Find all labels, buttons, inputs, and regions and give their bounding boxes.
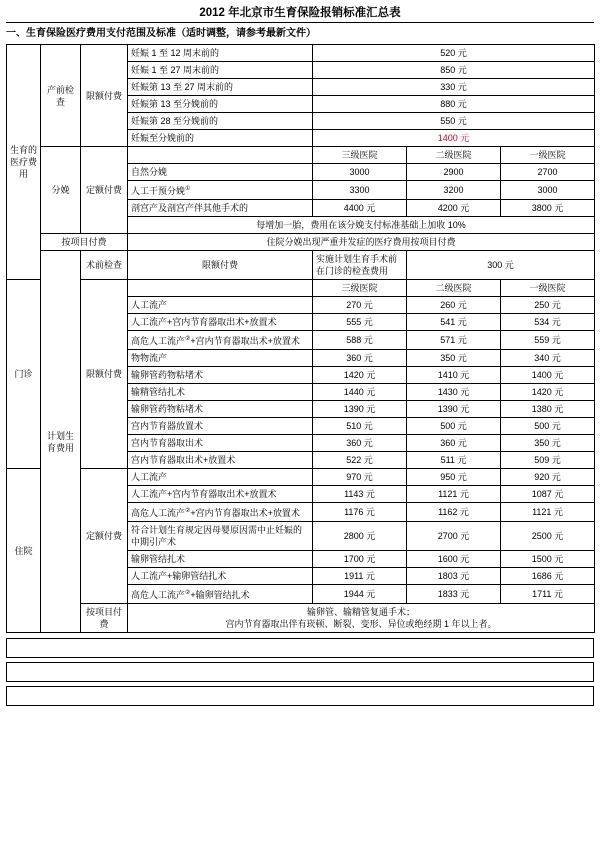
inpatient-v3-3: 2800 元	[313, 522, 407, 551]
prenatal-amount-1: 850 元	[313, 62, 595, 79]
delivery-item-1-text: 人工干预分娩	[131, 186, 186, 196]
delivery-v2-2: 4200 元	[407, 200, 501, 217]
outpatient-v3-6: 1390 元	[313, 401, 407, 418]
prenatal-item-5: 妊娠至分娩前的	[128, 130, 313, 147]
outpatient-v2-9: 511 元	[407, 452, 501, 469]
inpatient-v1-2: 1121 元	[501, 503, 595, 522]
inpatient-v3-4: 1700 元	[313, 551, 407, 568]
bottom-box-2	[6, 686, 594, 706]
row-label-family-planning: 计划生育费用	[41, 251, 81, 633]
prenatal-amount-4: 550 元	[313, 113, 595, 130]
section-note: 一、生育保险医疗费用支付范围及标准（适时调整，请参考最新文件）	[6, 28, 316, 39]
outpatient-v3-8: 360 元	[313, 435, 407, 452]
outpatient-v2-4: 1410 元	[407, 367, 501, 384]
outpatient-item-9: 宫内节育器取出术+放置术	[128, 452, 313, 469]
inpatient-item-5: 人工流产+输卵管结扎术	[128, 568, 313, 585]
footnote-marker-2: ②	[185, 336, 191, 342]
prenatal-item-0: 妊娠 1 至 12 周末前的	[128, 45, 313, 62]
table-row	[7, 604, 595, 633]
outpatient-v2-7: 500 元	[407, 418, 501, 435]
inpatient-v2-5: 1803 元	[407, 568, 501, 585]
row-label-inpatient: 住院	[7, 469, 41, 633]
delivery-v2-0: 2900	[407, 164, 501, 181]
inpatient-v1-3: 2500 元	[501, 522, 595, 551]
hospital-level-2-outpatient: 二级医院	[407, 280, 501, 297]
outpatient-v3-9: 522 元	[313, 452, 407, 469]
delivery-item-1	[128, 181, 313, 200]
delivery-v1-1: 3000	[501, 181, 595, 200]
outpatient-v1-1: 534 元	[501, 314, 595, 331]
prenatal-item-1: 妊娠 1 至 27 周末前的	[128, 62, 313, 79]
inpatient-v2-4: 1600 元	[407, 551, 501, 568]
delivery-note-1: 住院分娩出现严重并发症的医疗费用按项目付费	[128, 234, 595, 251]
outpatient-v3-4: 1420 元	[313, 367, 407, 384]
inpatient-item-6-head: 高危人工流产	[131, 590, 186, 600]
inpatient-v2-3: 2700 元	[407, 522, 501, 551]
outpatient-v1-6: 1380 元	[501, 401, 595, 418]
outpatient-v2-3: 350 元	[407, 350, 501, 367]
outpatient-v2-5: 1430 元	[407, 384, 501, 401]
inpatient-item-4: 输卵管结扎术	[128, 551, 313, 568]
prenatal-amount-3: 880 元	[313, 96, 595, 113]
outpatient-item-2	[128, 331, 313, 350]
row-label-preop-exam: 术前检查	[81, 251, 128, 280]
inpatient-v3-5: 1911 元	[313, 568, 407, 585]
inpatient-v1-0: 920 元	[501, 469, 595, 486]
inpatient-v2-1: 1121 元	[407, 486, 501, 503]
hospital-level-2-delivery: 二级医院	[407, 147, 501, 164]
delivery-v2-1: 3200	[407, 181, 501, 200]
inpatient-v1-1: 1087 元	[501, 486, 595, 503]
reimbursement-table	[6, 44, 595, 633]
row-label-delivery: 分娩	[41, 147, 81, 234]
footnote-marker-1: ①	[185, 186, 191, 192]
inpatient-v3-0: 970 元	[313, 469, 407, 486]
inpatient-per-item-note	[128, 604, 595, 633]
outpatient-item-0: 人工流产	[128, 297, 313, 314]
outpatient-v2-6: 1390 元	[407, 401, 501, 418]
outpatient-item-2-tail: +宫内节育器取出术+放置术	[190, 336, 300, 346]
hospital-level-1-delivery: 一级医院	[501, 147, 595, 164]
preop-item: 实施计划生育手术前在门诊的检查费用	[313, 251, 407, 280]
table-row	[7, 251, 595, 280]
outpatient-item-2-head: 高危人工流产	[131, 336, 186, 346]
prenatal-amount-0: 520 元	[313, 45, 595, 62]
inpatient-item-2	[128, 503, 313, 522]
inpatient-item-2-tail: +宫内节育器取出术+放置术	[190, 508, 300, 518]
inpatient-per-item-note-line1: 输卵管、输精管复通手术；	[307, 607, 416, 617]
row-label-outpatient: 门诊	[7, 280, 41, 469]
outpatient-item-8: 宫内节育器取出术	[128, 435, 313, 452]
inpatient-v2-6: 1833 元	[407, 585, 501, 604]
outpatient-v3-1: 555 元	[313, 314, 407, 331]
row-label-fixed-payment-delivery: 定额付费	[81, 147, 128, 234]
outpatient-v3-0: 270 元	[313, 297, 407, 314]
inpatient-v3-1: 1143 元	[313, 486, 407, 503]
bottom-box-0	[6, 638, 594, 658]
table-row	[7, 234, 595, 251]
outpatient-item-5: 输精管结扎术	[128, 384, 313, 401]
delivery-header-blank	[128, 147, 313, 164]
outpatient-item-6: 输卵管药物粘堵术	[128, 401, 313, 418]
outpatient-v1-5: 1420 元	[501, 384, 595, 401]
delivery-note-0: 每增加一胎，费用在该分娩支付标准基础上加收 10%	[128, 217, 595, 234]
outpatient-v3-7: 510 元	[313, 418, 407, 435]
outpatient-v3-5: 1440 元	[313, 384, 407, 401]
outpatient-v2-0: 260 元	[407, 297, 501, 314]
preop-amount: 300 元	[407, 251, 595, 280]
outpatient-v1-9: 509 元	[501, 452, 595, 469]
outpatient-item-4: 输卵管药物粘堵术	[128, 367, 313, 384]
outpatient-v2-2: 571 元	[407, 331, 501, 350]
bottom-box-1	[6, 662, 594, 682]
table-row	[7, 147, 595, 164]
footnote-marker-2: ②	[185, 508, 191, 514]
outpatient-item-3: 物物流产	[128, 350, 313, 367]
inpatient-item-6-tail: +输卵管结扎术	[190, 590, 250, 600]
inpatient-v3-6: 1944 元	[313, 585, 407, 604]
inpatient-item-2-head: 高危人工流产	[131, 508, 186, 518]
footnote-marker-2: ②	[185, 590, 191, 596]
prenatal-item-4: 妊娠第 28 至分娩前的	[128, 113, 313, 130]
hospital-level-3-outpatient: 三级医院	[313, 280, 407, 297]
delivery-item-0: 自然分娩	[128, 164, 313, 181]
bottom-boxes	[6, 638, 594, 706]
delivery-v3-1: 3300	[313, 181, 407, 200]
inpatient-v2-0: 950 元	[407, 469, 501, 486]
inpatient-v1-6: 1711 元	[501, 585, 595, 604]
outpatient-v3-3: 360 元	[313, 350, 407, 367]
row-label-per-item-payment-inpatient: 按项目付费	[81, 604, 128, 633]
row-label-limit-payment-prenatal: 限额付费	[81, 45, 128, 147]
delivery-v3-2: 4400 元	[313, 200, 407, 217]
delivery-v1-0: 2700	[501, 164, 595, 181]
outpatient-v2-8: 360 元	[407, 435, 501, 452]
row-label-limit-payment-outpatient: 限额付费	[81, 280, 128, 469]
prenatal-amount-2: 330 元	[313, 79, 595, 96]
hospital-level-3-delivery: 三级医院	[313, 147, 407, 164]
inpatient-item-0: 人工流产	[128, 469, 313, 486]
row-label-maternity-medical: 生育的医疗费用	[7, 45, 41, 280]
inpatient-v1-4: 1500 元	[501, 551, 595, 568]
table-row	[7, 469, 595, 486]
delivery-item-2: 剖宫产及剖宫产伴其他手术的	[128, 200, 313, 217]
outpatient-item-1: 人工流产+宫内节育器取出术+放置术	[128, 314, 313, 331]
outpatient-v3-2: 588 元	[313, 331, 407, 350]
inpatient-item-6	[128, 585, 313, 604]
inpatient-item-1: 人工流产+宫内节育器取出术+放置术	[128, 486, 313, 503]
inpatient-per-item-note-line2: 宫内节育器取出伴有崁顿、断裂、变形、异位或绝经期 1 年以上者。	[225, 619, 497, 629]
outpatient-v1-7: 500 元	[501, 418, 595, 435]
outpatient-v1-3: 340 元	[501, 350, 595, 367]
outpatient-v1-8: 350 元	[501, 435, 595, 452]
outpatient-v1-2: 559 元	[501, 331, 595, 350]
hospital-level-1-outpatient: 一级医院	[501, 280, 595, 297]
delivery-v3-0: 3000	[313, 164, 407, 181]
row-label-per-item-payment-maternity: 按项目付费	[41, 234, 128, 251]
row-label-fixed-payment-inpatient: 定额付费	[81, 469, 128, 604]
inpatient-v1-5: 1686 元	[501, 568, 595, 585]
delivery-v1-2: 3800 元	[501, 200, 595, 217]
table-row	[7, 45, 595, 62]
row-label-limit-payment-preop: 限额付费	[128, 251, 313, 280]
outpatient-v2-1: 541 元	[407, 314, 501, 331]
outpatient-v1-0: 250 元	[501, 297, 595, 314]
inpatient-v2-2: 1162 元	[407, 503, 501, 522]
prenatal-item-3: 妊娠第 13 至分娩前的	[128, 96, 313, 113]
outpatient-header-blank	[128, 280, 313, 297]
prenatal-item-2: 妊娠第 13 至 27 周末前的	[128, 79, 313, 96]
prenatal-amount-5: 1400 元	[313, 130, 595, 147]
outpatient-v1-4: 1400 元	[501, 367, 595, 384]
table-row	[7, 280, 595, 297]
page-title: 2012 年北京市生育保险报销标准汇总表	[6, 6, 594, 23]
outpatient-item-7: 宫内节育器放置术	[128, 418, 313, 435]
inpatient-v3-2: 1176 元	[313, 503, 407, 522]
inpatient-item-3: 符合计划生育规定因母婴原因需中止妊娠的中期引产术	[128, 522, 313, 551]
row-label-prenatal-exam: 产前检查	[41, 45, 81, 147]
